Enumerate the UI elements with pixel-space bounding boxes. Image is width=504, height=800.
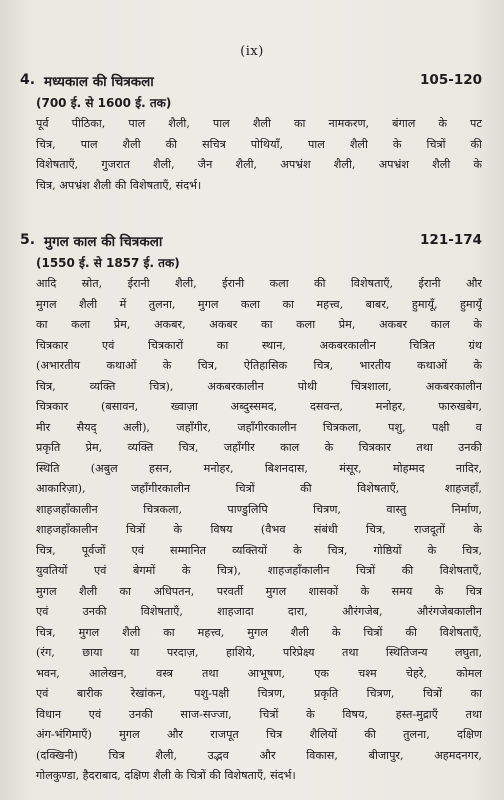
contents-line: का कला प्रेम, अकबर, अकबर का कला प्रेम, अकबर काल के — [36, 318, 482, 331]
page-number: (ix) — [240, 44, 264, 59]
chapter-page-range: 121-174 — [420, 232, 482, 248]
contents-line: गोलकुण्डा, हैदराबाद, दक्षिण शैली के चित्रों की विशेषताएँ, संदर्भ। — [36, 769, 296, 782]
contents-line: भवन, आलेखन, वस्त्र तथा आभूषण, एक चश्म चेहरे, कोमल — [36, 666, 482, 680]
contents-line: चित्र, अपभ्रंश शैली की विशेषताएँ, संदर्भ। — [36, 178, 202, 192]
contents-line: शाहजहाँकालीन चित्रों के विषय (वैभव संबंधी चित्र, राजदूतों के — [36, 523, 482, 536]
chapter-5 — [0, 232, 504, 787]
chapter-title: मध्यकाल की चित्रकला — [44, 74, 154, 90]
chapter-contents — [36, 274, 482, 787]
contents-line: मुगल शैली का अधिपतन, परवर्ती मुगल शासकों के समय के चित्र — [36, 584, 482, 598]
contents-line: एवं उनकी विशेषताएँ, शाहजादा दारा, औरंगजेब, औरंगजेबकालीन — [36, 605, 482, 618]
chapter-period: (700 ई. से 1600 ई. तक) — [36, 96, 172, 110]
contents-line: चित्र, पाल शैली की सचित्र पोथियाँ, पाल शैली के चित्रों की — [36, 137, 482, 151]
contents-line: (अभारतीय कथाओं के चित्र, ऐतिहासिक चित्र, भारतीय कथाओं के — [36, 359, 482, 372]
contents-line: युवतियों एवं बेगमों के चित्र), शाहजहाँकालीन चित्रों की विशेषताएँ, — [36, 564, 482, 577]
contents-line: मुगल शैली में तुलना, मुगल कला का महत्त्व, बाबर, हुमायूँ, हुमायूँ — [36, 297, 482, 311]
contents-line: (दक्खिनी) चित्र शैली, उद्भव और विकास, बीजापुर, अहमदनगर, — [36, 748, 482, 762]
chapter-contents — [36, 114, 482, 196]
contents-line: प्रकृति प्रेम, व्यक्ति चित्र, जहाँगीर काल के चित्रकार तथा उनकी — [36, 441, 482, 454]
contents-line: एवं बारीक रेखांकन, पशु-पक्षी चित्रण, प्रकृति चित्रण, चित्रों का — [36, 687, 482, 700]
contents-line: चित्रकार एवं चित्रकारों का स्थान, अकबरकालीन चित्रित ग्रंथ — [36, 338, 482, 352]
chapter-heading — [0, 232, 504, 254]
chapter-period: (1550 ई. से 1857 ई. तक) — [36, 256, 180, 270]
contents-line: चित्र, मुगल शैली का महत्त्व, मुगल शैली के चित्रों की विशेषताएँ, — [36, 625, 482, 639]
contents-line: चित्रकार (बसावन, ख्वाज़ा अब्दुस्समद, दसवन्त, मनोहर, फारुखबेग, — [36, 400, 482, 413]
contents-line: स्थिति (अबुल हसन, मनोहर, बिशनदास, मंसूर, मोहम्मद नादिर, — [36, 461, 482, 475]
contents-line: अंग-भंगिमाएँ) मुगल और राजपूत चित्र शैलियों की तुलना, दक्षिण — [36, 728, 482, 741]
chapter-heading — [0, 72, 504, 94]
chapter-number: 5. — [20, 232, 36, 248]
contents-line: विशेषताएँ, गुजरात शैली, जैन शैली, अपभ्रंश शैली, अपभ्रंश शैली के — [36, 158, 482, 171]
contents-line: आकारिज़ा), जहाँगीरकालीन चित्रों की विशेषताएँ, शाहजहाँ, — [36, 482, 482, 495]
chapter-page-range: 105-120 — [420, 72, 482, 88]
contents-line: मीर सैयद् अली), जहाँगीर, जहाँगीरकालीन चित्रकला, पशु, पक्षी व — [36, 420, 482, 434]
contents-line: चित्र, पूर्वजों एवं सम्मानित व्यक्तियों के चित्र, गोष्ठियों के चित्र, — [36, 543, 482, 557]
contents-line: पूर्व पीठिका, पाल शैली, पाल शैली का नामकरण, बंगाल के पट — [36, 117, 482, 130]
chapter-title: मुगल काल की चित्रकला — [44, 234, 163, 250]
chapter-number: 4. — [20, 72, 36, 88]
chapter-4 — [0, 72, 504, 196]
contents-line: आदि स्रोत, ईरानी शैली, ईरानी कला की विशेषताएँ, ईरानी और — [36, 277, 482, 290]
contents-line: (रंग, छाया या परदाज़, हाशिये, परिप्रेक्ष्य तथा स्थितिजन्य लघुता, — [36, 646, 482, 659]
contents-line: शाहजहाँकालीन चित्रकला, पाण्डुलिपि चित्रण, वास्तु निर्माण, — [36, 502, 482, 516]
contents-line: विधान एवं उनकी साज-सज्जा, चित्रों के विषय, हस्त-मुद्राएँ तथा — [36, 707, 482, 721]
contents-line: चित्र, व्यक्ति चित्र), अकबरकालीन पोथी चित्रशाला, अकबरकालीन — [36, 379, 482, 393]
